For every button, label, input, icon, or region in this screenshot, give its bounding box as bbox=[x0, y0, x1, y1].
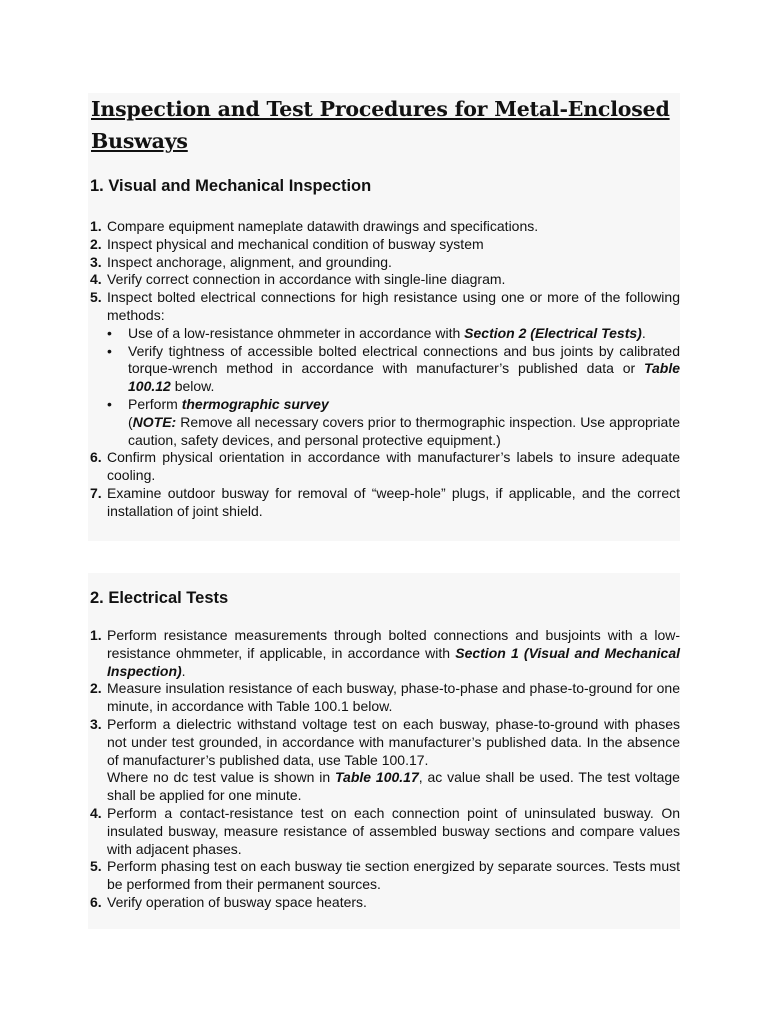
table-reference: Table 100.17 bbox=[335, 769, 419, 786]
item-text: Inspect bolted electrical connections for high resistance using one or more of the following methods: bbox=[107, 289, 680, 323]
document-title: Inspection and Test Procedures for Metal-Enclosed Busways bbox=[91, 97, 670, 153]
note-block bbox=[128, 414, 680, 450]
bullet-text: . bbox=[641, 324, 646, 341]
section2-list bbox=[90, 627, 680, 912]
item-text: , ac value shall be used. The test voltage shall be applied for one minute. bbox=[107, 769, 680, 804]
table-reference: Table 100.12 bbox=[128, 360, 680, 395]
item-text: . bbox=[181, 662, 186, 679]
list-item bbox=[90, 271, 680, 289]
section2-heading: 2. Electrical Tests bbox=[90, 589, 229, 607]
item-text: Where no dc test value is shown in bbox=[107, 769, 335, 786]
bullet-icon: • bbox=[107, 324, 112, 341]
item-number: 2. bbox=[90, 680, 102, 697]
item-number: 4. bbox=[90, 271, 102, 288]
bullet-icon: • bbox=[107, 342, 112, 359]
item-number: 1. bbox=[90, 627, 102, 643]
item-number: 2. bbox=[90, 235, 102, 252]
bullet-text: Verify tightness of accessible bolted electrical connections and bus joints by calibrated torque-wrench method in accordance with manufacturer’s published data or bbox=[128, 342, 680, 377]
item-number: 6. bbox=[90, 893, 102, 910]
item-number: 1. bbox=[90, 218, 102, 234]
section1-list bbox=[90, 218, 680, 521]
item-text: Perform a contact-resistance test on each connection point of uninsulated busway. On insulated busway, measure resistance of assembled busway sections and compare values with adjacent phases. bbox=[107, 804, 680, 857]
list-item bbox=[90, 627, 680, 680]
list-item bbox=[90, 254, 680, 272]
bullet-item bbox=[107, 396, 680, 449]
bullet-icon: • bbox=[107, 395, 112, 412]
list-item bbox=[90, 805, 680, 858]
list-item bbox=[90, 289, 680, 449]
note-open: ( bbox=[128, 413, 133, 430]
item-text: Examine outdoor busway for removal of “weep-hole” plugs, if applicable, and the correct installation of joint shield. bbox=[107, 484, 680, 519]
list-item bbox=[90, 449, 680, 485]
item-number: 5. bbox=[90, 289, 102, 306]
bullet-item bbox=[107, 343, 680, 396]
item-text: Verify operation of busway space heaters. bbox=[107, 893, 367, 910]
item-text: Verify correct connection in accordance with single-line diagram. bbox=[107, 271, 506, 288]
item-text: Inspect anchorage, alignment, and grounding. bbox=[107, 253, 392, 270]
item-text: Inspect physical and mechanical condition of busway system bbox=[107, 235, 484, 252]
item-text: Confirm physical orientation in accordance with manufacturer’s labels to insure adequate cooling. bbox=[107, 449, 680, 484]
item-number: 7. bbox=[90, 484, 102, 501]
method-bullets bbox=[107, 325, 680, 450]
section-reference: Section 2 (Electrical Tests) bbox=[464, 324, 642, 341]
bullet-text: Use of a low-resistance ohmmeter in accordance with bbox=[128, 324, 465, 341]
item-number: 4. bbox=[90, 804, 102, 821]
item-text: Perform a dielectric withstand voltage test on each busway, phase-to-ground with phases not under test grounded, in accordance with manufacturer’s published data. In the absence of manufacturer’s published data, use Table 100.17. bbox=[107, 715, 680, 768]
item-text: Compare equipment nameplate datawith drawings and specifications. bbox=[107, 218, 539, 234]
item-number: 6. bbox=[90, 449, 102, 466]
item-number: 3. bbox=[90, 253, 102, 270]
list-item bbox=[90, 716, 680, 805]
note-text: Remove all necessary covers prior to thermographic inspection. Use appropriate caution, safety devices, and personal protective equipment.) bbox=[128, 413, 680, 448]
method-name: thermographic survey bbox=[181, 395, 329, 412]
item-number: 3. bbox=[90, 715, 102, 732]
item-number: 5. bbox=[90, 858, 102, 875]
list-item bbox=[90, 858, 680, 894]
section-reference: Section 1 (Visual and Mechanical Inspection) bbox=[107, 644, 681, 679]
bullet-text: Perform bbox=[128, 395, 182, 412]
item-text: Perform resistance measurements through bolted connections and busjoints with a low-resistance ohmmeter, if applicable, in accordance with bbox=[107, 627, 680, 661]
item-text: Perform phasing test on each busway tie section energized by separate sources. Tests must be performed from their permanent sources. bbox=[107, 858, 680, 893]
note-label: NOTE: bbox=[132, 413, 177, 430]
bullet-text: below. bbox=[170, 378, 215, 395]
list-item bbox=[90, 236, 680, 254]
bullet-item bbox=[107, 325, 680, 343]
item-continuation bbox=[107, 769, 680, 805]
list-item bbox=[90, 485, 680, 521]
list-item bbox=[90, 894, 680, 912]
list-item bbox=[90, 680, 680, 716]
list-item bbox=[90, 218, 680, 236]
section1-heading: 1. Visual and Mechanical Inspection bbox=[90, 177, 372, 195]
item-text: Measure insulation resistance of each busway, phase-to-phase and phase-to-ground for one minute, in accordance with Table 100.1 below. bbox=[107, 680, 680, 715]
